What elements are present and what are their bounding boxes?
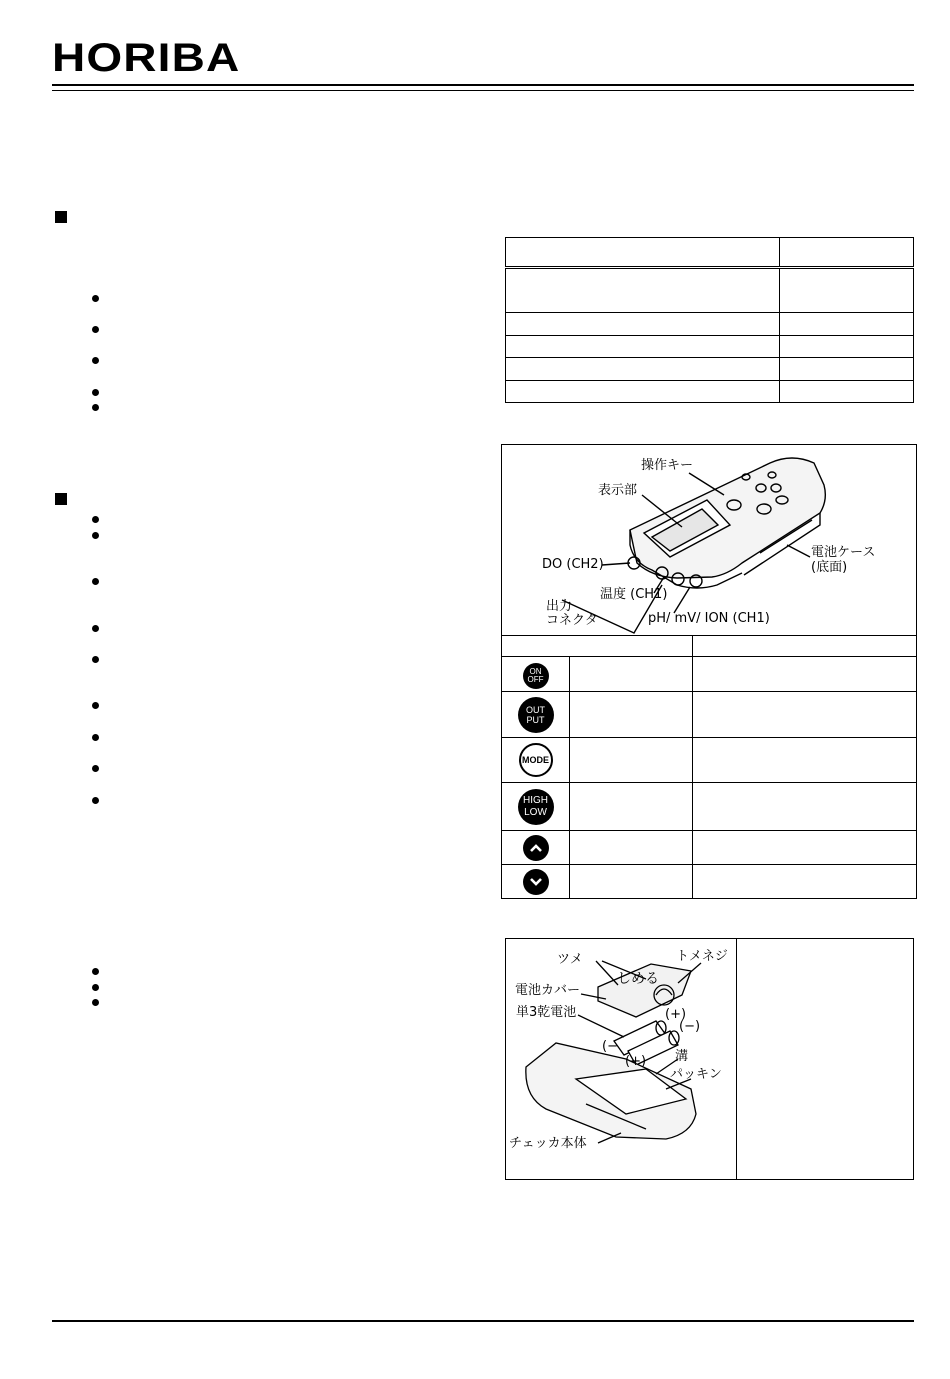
bullet bbox=[92, 656, 99, 663]
bullet bbox=[92, 578, 99, 585]
on-off-key-icon: ON OFF bbox=[523, 663, 549, 689]
high-low-key-cell bbox=[502, 783, 570, 831]
label-packing: パッキン bbox=[670, 1067, 722, 1082]
bullet bbox=[92, 797, 99, 804]
up-key-cell bbox=[502, 831, 570, 865]
bullet bbox=[92, 999, 99, 1006]
bullet bbox=[92, 295, 99, 302]
label-cover: 電池カバー bbox=[515, 983, 581, 998]
label-body: チェッカ本体 bbox=[509, 1136, 587, 1151]
header-rule-thin bbox=[52, 90, 914, 91]
label-temp-ch1: 温度 (CH1) bbox=[600, 587, 668, 602]
horiba-logo: HORIBA bbox=[52, 36, 241, 80]
down-key-cell bbox=[502, 865, 570, 899]
label-minus-2: (− bbox=[602, 1039, 618, 1054]
label-close: しめる bbox=[617, 971, 659, 987]
key-table bbox=[501, 635, 917, 899]
label-output-connector: 出力 bbox=[546, 599, 573, 614]
footer-rule bbox=[52, 1320, 914, 1322]
mode-key-cell bbox=[502, 738, 570, 783]
spec-table bbox=[505, 237, 914, 403]
label-battery-case-note: (底面) bbox=[811, 560, 848, 575]
bullet bbox=[92, 765, 99, 772]
output-key-icon: OUT PUT bbox=[518, 697, 554, 733]
bullet bbox=[92, 968, 99, 975]
high-low-key-icon: HIGH LOW bbox=[518, 789, 554, 825]
label-claw: ツメ bbox=[557, 952, 583, 967]
label-battery: 単3乾電池 bbox=[516, 1005, 577, 1020]
bullet bbox=[92, 326, 99, 333]
on-off-key-cell bbox=[502, 657, 570, 692]
up-arrow-icon bbox=[523, 835, 549, 861]
label-battery-case: 電池ケース bbox=[811, 545, 876, 560]
label-minus-1: (−) bbox=[679, 1019, 701, 1034]
bullet bbox=[92, 404, 99, 411]
down-arrow-icon bbox=[523, 869, 549, 895]
bullet bbox=[92, 516, 99, 523]
mode-key-icon: MODE bbox=[519, 743, 553, 777]
label-do-ch2: DO (CH2) bbox=[542, 557, 604, 572]
label-plus-1: (+) bbox=[665, 1007, 687, 1022]
bullet bbox=[92, 389, 99, 396]
section-marker bbox=[55, 493, 67, 505]
label-keys: 操作キー bbox=[641, 458, 694, 473]
bullet bbox=[92, 984, 99, 991]
bullet bbox=[92, 702, 99, 709]
bullet bbox=[92, 734, 99, 741]
bullet bbox=[92, 357, 99, 364]
label-output-connector-2: コネクタ bbox=[546, 613, 598, 628]
output-key-cell bbox=[502, 692, 570, 738]
label-screw: トメネジ bbox=[676, 949, 728, 964]
label-display: 表示部 bbox=[598, 483, 638, 498]
section-marker bbox=[55, 211, 67, 223]
bullet bbox=[92, 625, 99, 632]
header-rule bbox=[52, 84, 914, 86]
bullet bbox=[92, 532, 99, 539]
label-groove: 溝 bbox=[675, 1049, 689, 1064]
label-plus-2: (+) bbox=[625, 1054, 647, 1069]
label-ph-ch1: pH/ mV/ ION (CH1) bbox=[648, 611, 770, 626]
